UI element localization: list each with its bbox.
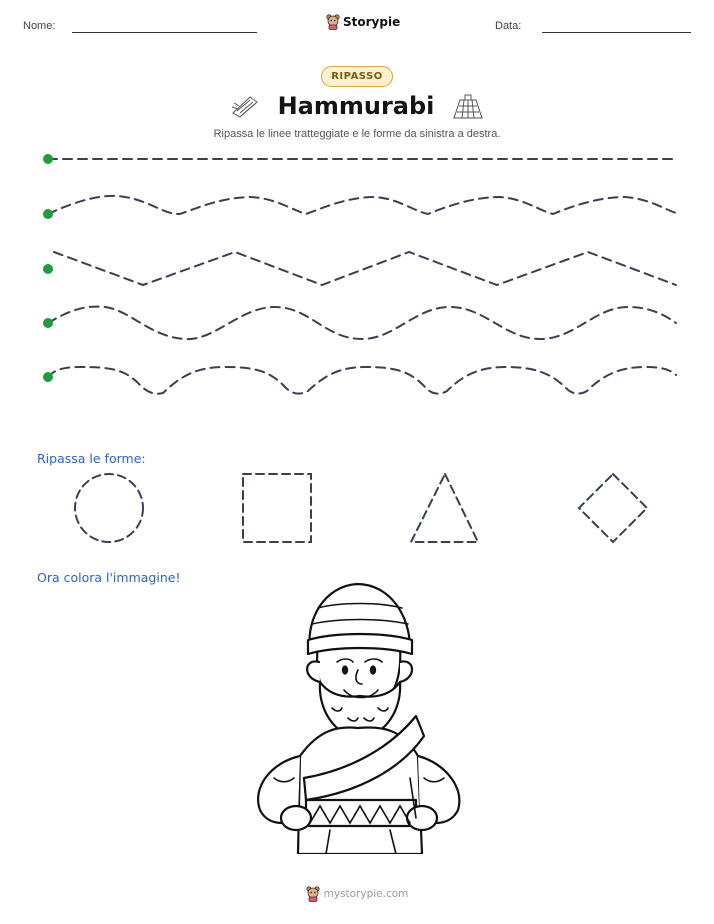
coloring-section-label: Ora colora l'immagine! [37, 570, 181, 585]
title-row [0, 92, 714, 120]
belt [306, 800, 416, 826]
review-badge: RIPASSO [321, 66, 393, 87]
trace-shape-circle [75, 474, 143, 542]
name-line[interactable] [72, 32, 257, 33]
trace-shape-triangle [411, 474, 478, 542]
start-dot-5 [43, 372, 53, 382]
trace-shape-square [243, 474, 311, 542]
shapes-section-label: Ripassa le forme: [37, 451, 146, 466]
date-line[interactable] [542, 32, 691, 33]
brand-name: Storypie [343, 15, 401, 29]
start-dot-3 [43, 264, 53, 274]
bear-mascot-icon [306, 886, 320, 902]
tracing-shapes[interactable] [0, 468, 714, 548]
left-hand [281, 806, 311, 830]
trace-shape-diamond [579, 474, 647, 542]
stone-tablet-icon [230, 93, 260, 119]
name-label: Nome: [23, 20, 56, 32]
footer [0, 886, 714, 902]
trace-line-zigzag [54, 252, 676, 285]
hammurabi-coloring-image[interactable] [240, 578, 475, 854]
start-dot-4 [43, 318, 53, 328]
brand-logo [326, 14, 400, 30]
tracing-lines[interactable] [0, 145, 714, 400]
start-dot-2 [43, 209, 53, 219]
right-ear [400, 661, 412, 682]
instructions: Ripassa le linee tratteggiate e le forme da sinistra a destra. [213, 128, 501, 140]
trace-line-bumps [48, 367, 676, 394]
badge-wrap [0, 66, 714, 87]
page-title: Hammurabi [277, 92, 435, 120]
left-ear [307, 661, 320, 682]
trace-line-wave-1 [48, 196, 676, 214]
date-label: Data: [495, 20, 522, 32]
right-hand [407, 806, 437, 830]
ziggurat-icon [452, 92, 484, 120]
start-dot-1 [43, 154, 53, 164]
trace-line-wave-2 [48, 307, 676, 340]
bear-mascot-icon [326, 14, 340, 30]
footer-url[interactable]: mystorypie.com [323, 888, 409, 900]
